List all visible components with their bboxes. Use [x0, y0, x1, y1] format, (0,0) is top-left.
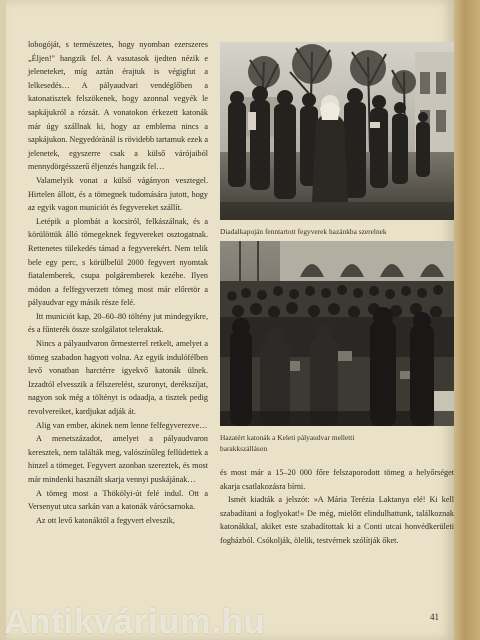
photo2-caption: Hazatért katonák a Keleti pályaudvar melletti barakkszálláson [220, 433, 355, 453]
right-paragraph: és most már a 15–20 000 főre felszaporodott tömeg a helyőrséget akarja csatlakozásra bírni. [220, 468, 454, 491]
left-text-column [28, 38, 208, 527]
left-paragraph: Alig van ember, akinek nem lenne felfegyverezve… [36, 420, 208, 430]
left-paragraph: Valamelyik vonat a külső vágányon vesztegel. Hirtelen állott, és a tömegnek tudomására jutott, hogy az egyik vagon municiót és fegyvereket szállít. [28, 175, 208, 213]
right-paragraph: Ismét kiadták a jelszót: »A Mária Terézia Laktanya elé! Ki kell szabadítani a foglyokat!« De még, mielőtt elindulhattunk, találkoznak katonákkal, akiket este szabadítottak ki a Conti utcai honvédkerületi fogházból. Csókolják, ölelik, testvérnek szólítják őket. [220, 495, 454, 545]
left-paragraph: Nincs a pályaudvaron őrmesterrel retkelt, amelyet a tömeg szabadon hagyott volna. Az egyik indulófélben levő vonatban harctérre igyekvő katonák ülnek. Izzadtól elvesszik a félszerelést, szuronyt, derékszíjat, nagyon sok még a töltényt is odaadja, a tisztek pedig revolvereiket, kardjukat adják át. [28, 339, 208, 417]
page-number: 41 [430, 612, 439, 622]
photo-barrack-crowd-image [220, 241, 454, 426]
watermark-text: Antikvárium.hu [4, 604, 266, 640]
right-column [220, 42, 454, 548]
book-page [6, 0, 454, 640]
book-spine [454, 0, 480, 640]
photo-street-crowd [220, 42, 454, 220]
left-paragraph: Letépik a plombát a kocsiról, felkászálnak, és a körülöttük álló tömegeknek fegyvereket osztogatnak. Rettenetes tülekedés támad a fegyverekért. Nem telik bele egy perc, s körülbelül 2000 fegyvert nyomtak fiatalemberek, csupa polgáremberek kezébe. Ilyen módon a felfegyverzett tömeg most már előretör a pályaudvar egy másik része felé. [28, 216, 208, 308]
left-paragraph: Itt municiót kap, 20–60–80 töltény jut mindegyikre, és a fűnterék össze szolgálatot teleraktak. [28, 311, 208, 335]
left-paragraph: Az ott levő katonáktól a fegyvert elveszik, [36, 515, 175, 525]
right-text-body [220, 466, 454, 548]
left-paragraph: A menetszázadot, amelyet a pályaudvaron keresztek, nem találták meg, valószínűleg fellüdettek a hinzel a tömeget. Fegyvert azonban szereztek, és most már mindenki használt skarja vennyi puskájának… [28, 434, 208, 484]
left-paragraph: A tömeg most a Thökölyi-út felé indul. Ott a Versenyut utca sarkán van a katonák várócsarnoka. [28, 488, 208, 512]
photo1-caption: Diadalkapuján fenntartott fegyverek hazánkba szerelnek [220, 227, 387, 236]
left-paragraph: lobogóját, s természetes, hogy nyomban ezerszeres „Éljen!" hangzik fel. A vasutasok ijedten nézik e jeleneteket, míg aztán érajtuk is végigfut a lelkesedés… A pályaudvari vendéglőben a katonatisztek felszökenek, hogy azonnal vegyék le sapkájukról a rózsát. A vonatokon érkezett katonák már úgy szállnak ki, hogy az emblema nincs a sapkájukon. Negyedóránál is rövidebb tartamuk ezek a jelenetek, egyszerre csak a külső várójaiból mennydörgésszerű éljenzés hangzik fel… [28, 40, 208, 172]
photo-barrack-crowd [220, 241, 454, 426]
photo-street-crowd-image [220, 42, 454, 220]
